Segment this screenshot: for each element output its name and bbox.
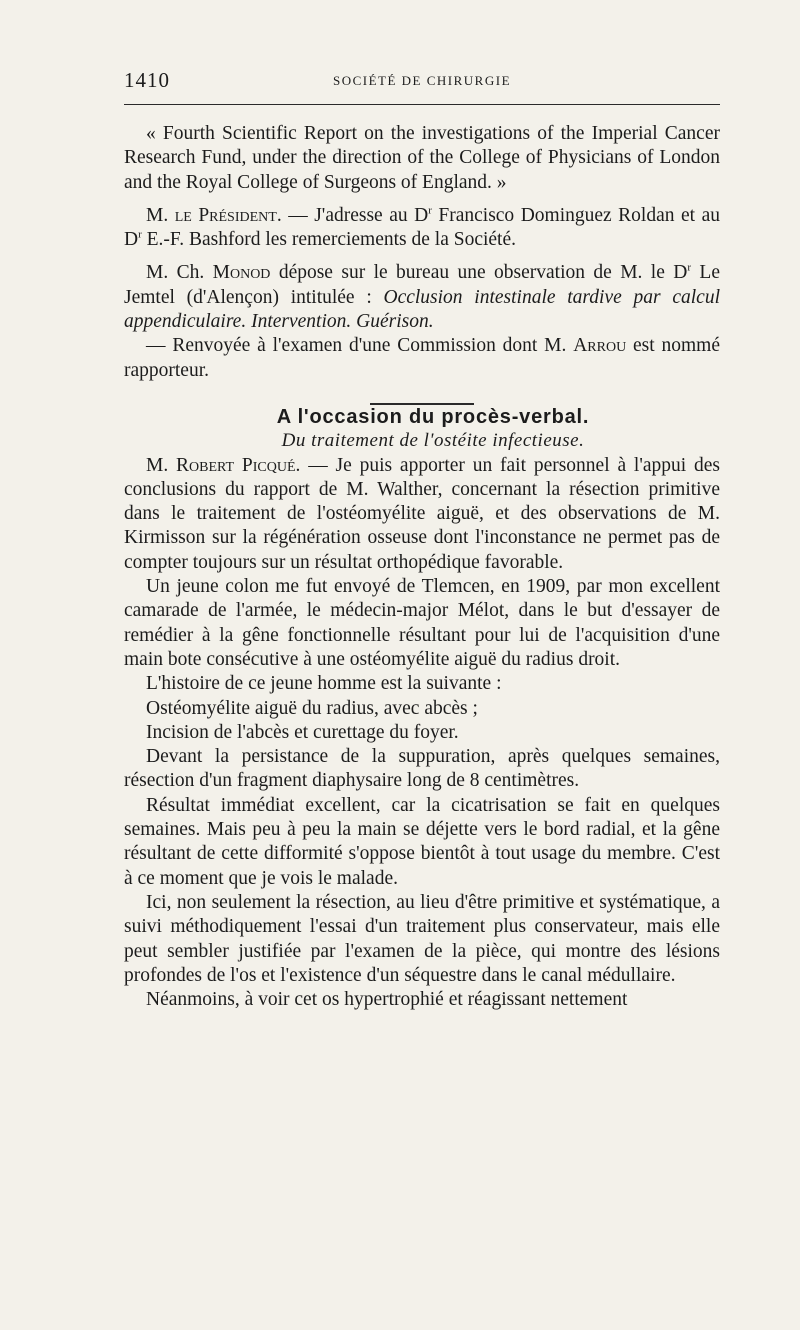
observation-title: Occlusion intestinale tardive par calcul appendiculaire. Intervention. Guérison.: [124, 286, 720, 333]
author-name: Monod: [212, 262, 271, 284]
speaker-name: le Président: [174, 204, 277, 226]
paragraph-resection: Ici, non seulement la résection, au lieu d'être primitive et systématique, a suivi méthodiquement l'essai d'un traitement plus conservateur, mais elle peut sembler justifiée par l'examen de la pièce, qui montre des lésions profondes de l'os et l'existence d'un séquestre dans le canal médullaire.: [124, 891, 720, 986]
paragraph-report-title: « Fourth Scientific Report on the investigations of the Imperial Cancer Research Fund, under the direction of the College of Physicians of London and the Royal College of Surgeons of England. »: [124, 123, 720, 193]
paragraph-continuation: Néanmoins, à voir cet os hypertrophié et réagissant nettement: [146, 989, 628, 1011]
paragraph-picque: M. Robert Picqué. — Je puis apporter un fait personnel à l'appui des conclusions du rapport de M. Walther, concernant la résection primitive dans le traitement de l'ostéomyélite aiguë, et des observations de M. Kirmisson sur la régénération osseuse dont l'inconstance ne permet pas de compter toujours sur un résultat orthopédique favorable.: [124, 454, 720, 573]
paragraph-step-1: Ostéomyélite aiguë du radius, avec abcès ;: [146, 697, 478, 719]
paragraph-president: M. le Président. — J'adresse au $D^r$ Francisco Dominguez Roldan et au $D^r$ E.-F. Bashford les remerciements de la Société.: [124, 204, 720, 251]
paragraph-result: Résultat immédiat excellent, car la cicatrisation se fait en quelques semaines. Mais peu à peu la main se déjette vers le bord radial, et la gêne résultant de cette difformité s'oppose bientôt à tout usage du membre. C'est à ce moment que je vois le malade.: [124, 794, 720, 889]
running-head: SOCIÉTÉ DE CHIRURGIE: [332, 73, 512, 88]
section-title: A l'occasion du procès-verbal.: [276, 405, 590, 428]
page-number: 1410: [124, 68, 170, 92]
body-text: [124, 122, 720, 1012]
speaker-name: Robert Picqué: [176, 454, 296, 476]
page-header: [124, 68, 720, 98]
paragraph-monod: M. Ch. Monod dépose sur le bureau une observation de M. le $D^r$ Le Jemtel (d'Alençon) intitulée : Occlusion intestinale tardive par calcul appendiculaire. Intervention. Guérison.: [124, 261, 720, 333]
paragraph-step-2: Incision de l'abcès et curettage du foyer.: [146, 721, 459, 743]
paragraph-commission: — Renvoyée à l'examen d'une Commission dont M. Arrou est nommé rapporteur.: [124, 335, 720, 381]
paragraph-step-3: Devant la persistance de la suppuration, après quelques semaines, résection d'un fragment diaphysaire long de 8 centimètres.: [124, 746, 720, 792]
header-rule: [124, 104, 720, 105]
section-subtitle: Du traitement de l'ostéite infectieuse.: [281, 430, 585, 452]
paragraph-history: L'histoire de ce jeune homme est la suivante :: [146, 673, 502, 695]
rapporteur-name: Arrou: [573, 335, 627, 357]
paragraph-case: Un jeune colon me fut envoyé de Tlemcen, en 1909, par mon excellent camarade de l'armée, le médecin-major Mélot, dans le but d'essayer de remédier à la gêne fonctionnelle résultant pour lui de l'acquisition d'une main bote consécutive à une ostéomyélite aiguë du radius droit.: [124, 576, 720, 670]
